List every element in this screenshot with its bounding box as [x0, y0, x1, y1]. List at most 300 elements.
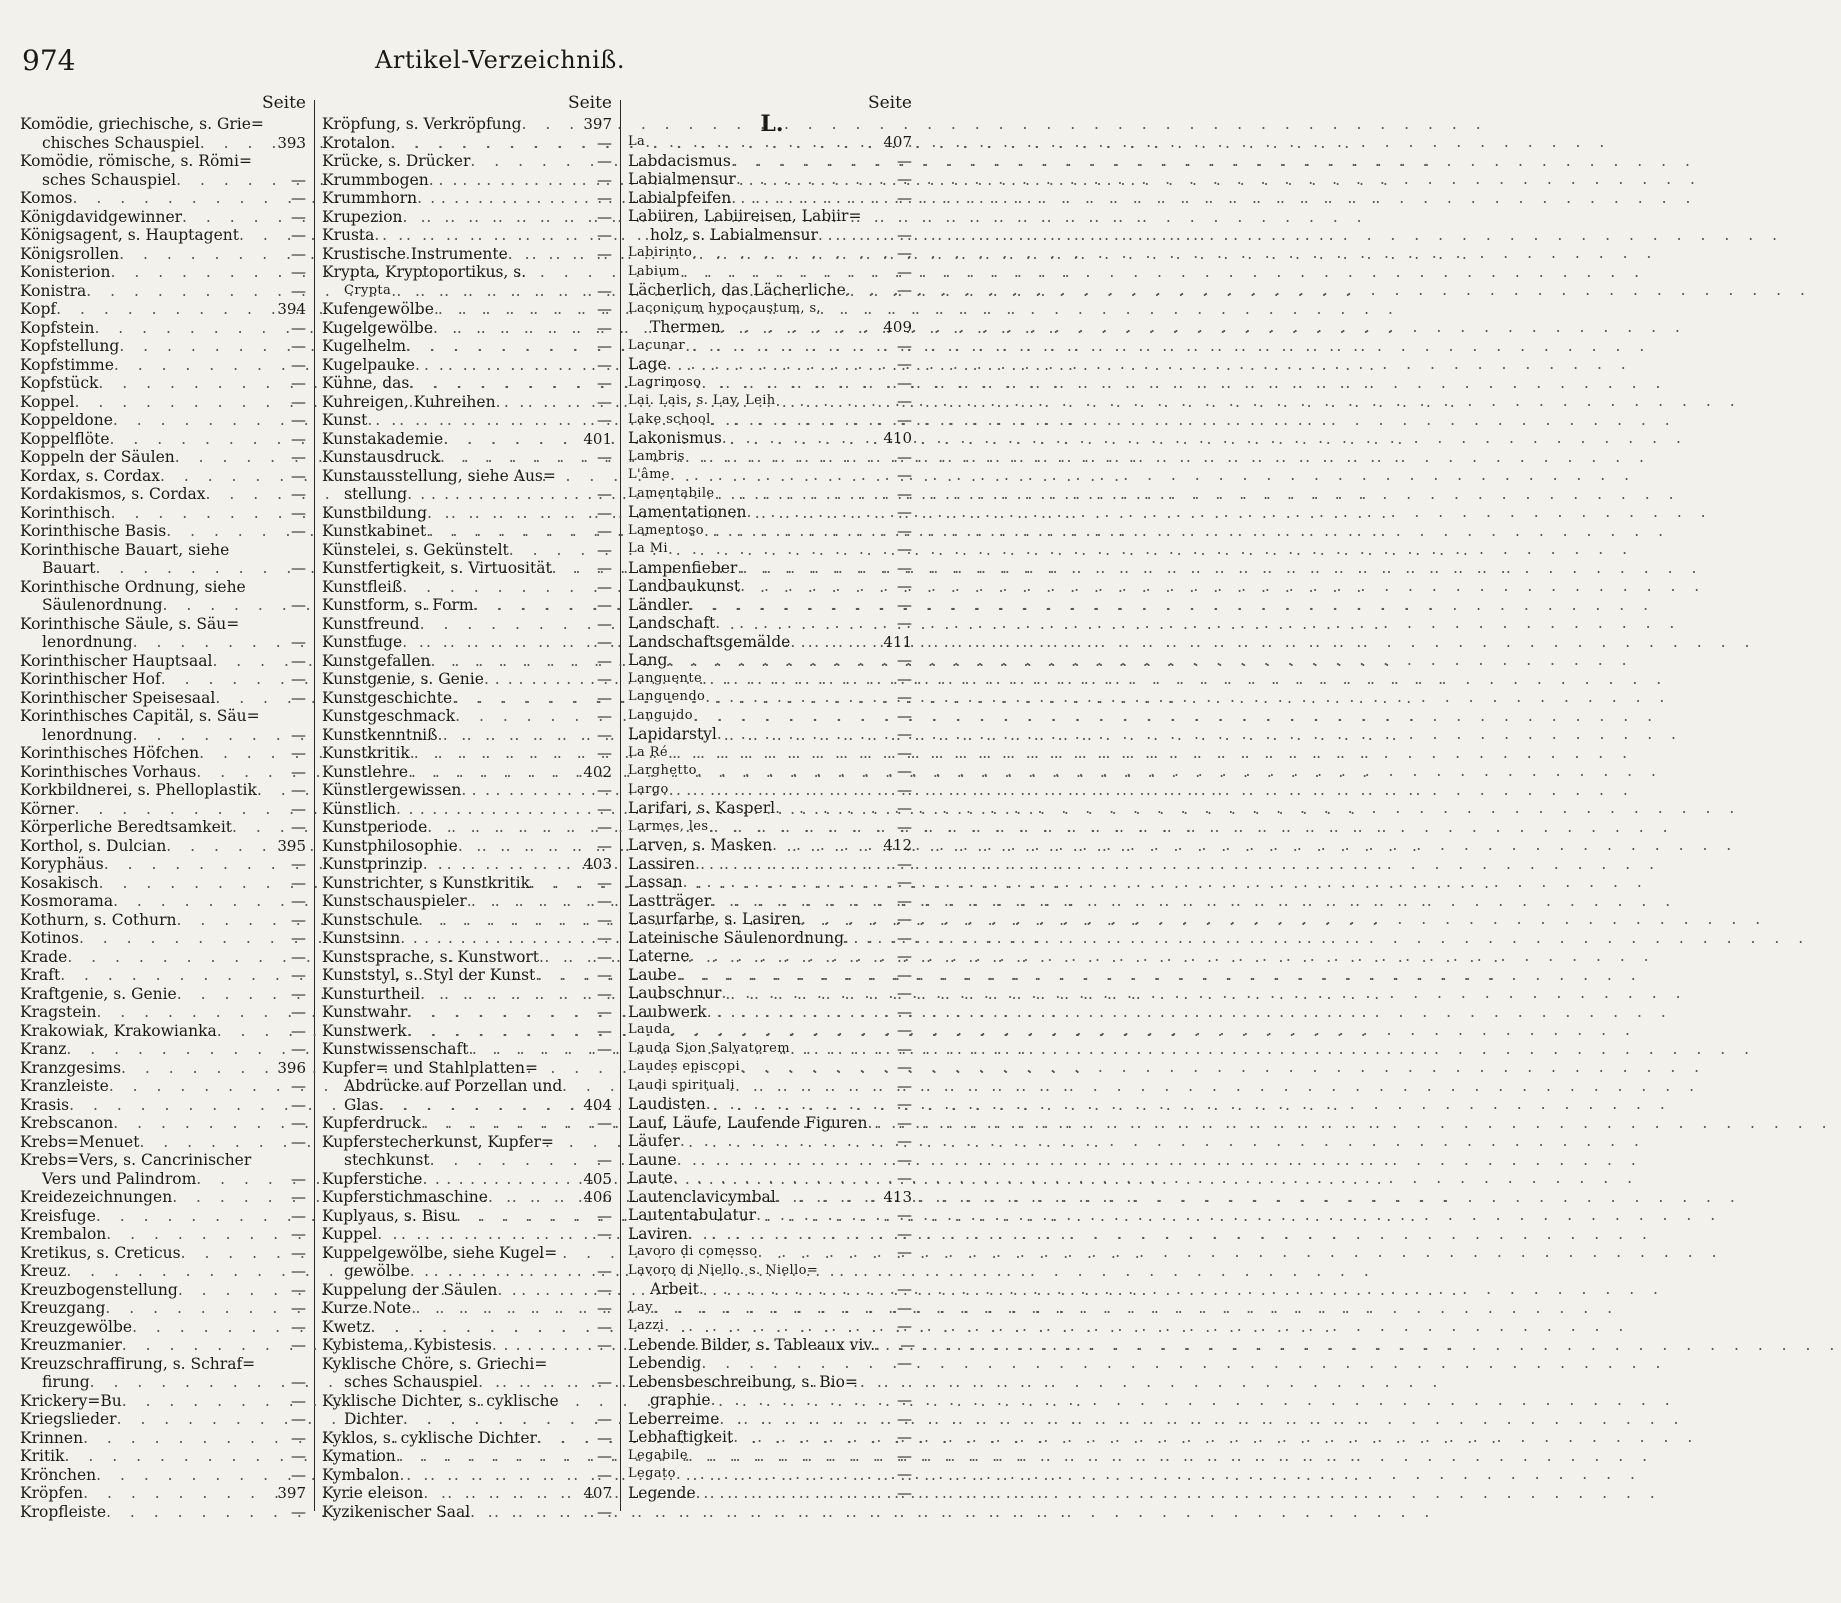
dot-leader	[377, 1225, 578, 1244]
entry-text: Larven, s. Masken	[628, 836, 773, 854]
entry-page: —	[291, 522, 306, 540]
entry-page: —	[597, 1502, 612, 1521]
index-entry	[322, 929, 616, 948]
entry-text: Kuppelung der Säulen	[322, 1280, 498, 1299]
dot-leader	[697, 762, 878, 781]
entry-page	[272, 707, 310, 726]
entry-text: Kunststyl, s. Styl der Kunst	[322, 966, 536, 984]
entry-text: Legabile	[628, 1447, 688, 1463]
dot-leader	[232, 818, 272, 837]
entry-page: —	[597, 448, 612, 466]
dot-leader	[458, 837, 578, 856]
entry-page: —	[897, 706, 912, 725]
dot-leader	[160, 467, 272, 486]
dot-leader	[409, 374, 578, 393]
dot-leader	[688, 1447, 878, 1466]
index-entry	[628, 1391, 916, 1410]
index-entry	[322, 319, 616, 338]
index-entry	[628, 1095, 916, 1114]
dot-leader	[737, 559, 878, 578]
entry-page: 397	[277, 1484, 306, 1502]
index-entry	[322, 689, 616, 708]
entry-text: Larghetto	[628, 763, 697, 778]
entry-page: —	[897, 392, 912, 410]
index-entry	[628, 651, 916, 670]
entry-text: Lai. Lais, s. Lay, Leih	[628, 393, 776, 408]
entry-text: Kyzikenischer Saal	[322, 1502, 471, 1521]
index-entry	[20, 1151, 310, 1170]
entry-text: Konisterion	[20, 263, 111, 281]
index-entry	[20, 578, 310, 597]
dot-leader	[109, 1077, 272, 1096]
dot-leader	[110, 430, 272, 449]
entry-text: Kupferstiche	[322, 1169, 423, 1188]
dot-leader	[415, 356, 578, 375]
entry-text: Krebscanon	[20, 1114, 114, 1132]
entry-page: —	[291, 1280, 306, 1299]
dot-leader	[721, 318, 878, 337]
entry-text: Lavoro di comesso	[628, 1244, 758, 1259]
index-entry	[20, 596, 310, 615]
index-entry	[322, 1151, 616, 1170]
dot-leader	[132, 1318, 272, 1337]
entry-text: Labialpfeifen	[628, 188, 732, 207]
entry-text: Lang	[628, 651, 668, 669]
dot-leader	[410, 744, 578, 763]
index-entry	[628, 1465, 916, 1484]
entry-text: Kyklische Dichter, s. cyklische	[322, 1391, 559, 1410]
entry-text: Kreisfuge	[20, 1206, 96, 1225]
entry-text: Kugelgewölbe	[322, 318, 434, 337]
entry-page	[578, 1077, 616, 1096]
dot-leader	[801, 910, 878, 929]
entry-text: Dichter	[344, 1410, 403, 1428]
dot-leader	[705, 688, 878, 707]
entry-page: —	[597, 725, 612, 744]
entry-page: —	[291, 855, 306, 873]
index-entry	[628, 947, 916, 966]
index-entry	[322, 1429, 616, 1448]
dot-leader	[94, 319, 272, 338]
entry-page: —	[897, 891, 912, 910]
entry-page: —	[897, 1409, 912, 1428]
entry-page: —	[897, 928, 912, 947]
entry-text: Lamentationen	[628, 503, 747, 521]
entry-page: —	[291, 892, 306, 910]
dot-leader	[696, 1484, 878, 1503]
entry-page: —	[897, 355, 912, 373]
dot-leader	[86, 282, 272, 301]
dot-leader	[722, 429, 878, 448]
entry-page: —	[597, 1299, 612, 1317]
entry-page: —	[897, 373, 912, 392]
dot-leader	[756, 1206, 878, 1225]
entry-page: —	[897, 965, 912, 984]
entry-page: —	[897, 1391, 912, 1409]
index-entry	[628, 1410, 916, 1429]
entry-page: —	[291, 1114, 306, 1132]
entry-text: Lage	[628, 355, 667, 373]
entry-page: —	[897, 1002, 912, 1021]
entry-page: 405	[583, 1169, 612, 1188]
dot-leader	[669, 781, 878, 800]
index-entry	[322, 1355, 616, 1374]
entry-page: —	[897, 854, 912, 873]
entry-page: —	[897, 1095, 912, 1113]
entry-page: —	[597, 670, 612, 688]
entry-page: —	[291, 448, 306, 466]
entry-page: 406	[583, 1188, 612, 1206]
entry-page: —	[291, 189, 306, 207]
entry-text: Kretikus, s. Creticus	[20, 1243, 181, 1262]
entry-page: 395	[277, 836, 306, 855]
entry-text: Kunstwahr	[322, 1003, 408, 1021]
index-entry	[322, 966, 616, 985]
entry-page	[272, 152, 310, 171]
dot-leader	[111, 504, 272, 523]
entry-page: —	[597, 226, 612, 244]
dot-leader	[196, 1170, 272, 1189]
index-entry	[20, 1040, 310, 1059]
dot-leader	[731, 189, 878, 208]
index-entry	[322, 578, 616, 597]
entry-text: Kwetz	[322, 1317, 371, 1336]
entry-page: —	[597, 947, 612, 966]
entry-text: Laterne	[628, 947, 690, 965]
index-entry	[20, 115, 310, 134]
entry-page: —	[897, 503, 912, 521]
dot-leader	[492, 1336, 578, 1355]
dot-leader	[176, 171, 272, 190]
entry-page: —	[291, 263, 306, 281]
entry-page: —	[897, 188, 912, 207]
dot-leader	[430, 1151, 578, 1170]
entry-page	[578, 467, 616, 486]
entry-text: Kugelpauke	[322, 355, 415, 374]
entry-page: —	[597, 152, 612, 170]
dot-leader	[740, 577, 878, 596]
index-entry	[628, 1188, 916, 1207]
column-heading: Seite	[567, 93, 612, 113]
entry-page: —	[897, 1354, 912, 1372]
dot-leader	[775, 799, 878, 818]
entry-page: —	[291, 818, 306, 836]
index-entry	[322, 134, 616, 153]
index-entry	[322, 263, 616, 282]
entry-text: Kraftgenie, s. Genie	[20, 984, 177, 1003]
dot-leader	[421, 1114, 578, 1133]
dot-leader	[740, 1058, 878, 1077]
entry-text: Kunstschule	[322, 910, 419, 929]
dot-leader	[452, 689, 578, 708]
entry-text: graphie	[650, 1391, 711, 1409]
index-entry	[20, 319, 310, 338]
entry-text: Kunstlehre	[322, 762, 409, 781]
entry-text: Labirinto	[628, 245, 693, 260]
entry-text: Labium	[628, 263, 680, 279]
entry-page: —	[597, 910, 612, 929]
entry-text: Komödie, römische, s. Römi=	[20, 152, 252, 170]
dot-leader	[96, 1003, 272, 1022]
entry-text: Kunstfleiß	[322, 577, 403, 596]
dot-leader	[431, 652, 578, 671]
entry-page	[878, 1262, 916, 1281]
entry-text: Königsrollen	[20, 244, 120, 263]
dot-leader	[113, 411, 272, 430]
index-entry	[628, 522, 916, 541]
entry-text: Kröpfen	[20, 1484, 84, 1502]
entry-page: —	[900, 1335, 916, 1354]
dot-leader	[429, 171, 578, 190]
index-entry	[628, 744, 916, 763]
entry-page: —	[597, 374, 612, 392]
dot-leader	[522, 115, 578, 134]
entry-text: Kosakisch	[20, 873, 99, 892]
entry-text: Kunstrichter, s Kunstkritik	[322, 873, 530, 892]
entry-text: Kunstkritik	[322, 744, 410, 762]
index-entry	[20, 1114, 310, 1133]
entry-page: —	[291, 596, 306, 614]
entry-text: holz, s. Labialmensur	[650, 225, 818, 244]
entry-text: Lautenclavicymbal	[628, 1187, 776, 1206]
entry-text: Koppeldone	[20, 411, 113, 429]
index-entry	[628, 226, 916, 245]
index-entry	[20, 763, 310, 782]
index-entry	[322, 356, 616, 375]
index-entry	[628, 337, 916, 356]
dot-leader	[402, 633, 578, 652]
entry-page: —	[597, 281, 612, 300]
index-entry	[628, 411, 916, 430]
index-entry	[322, 670, 616, 689]
entry-text: Kordax, s. Cordax	[20, 466, 160, 485]
dot-leader	[66, 1040, 272, 1059]
dot-leader	[110, 263, 272, 282]
entry-text: Thermen	[650, 318, 721, 336]
entry-page: 403	[583, 855, 612, 873]
dot-leader	[69, 1096, 272, 1115]
index-entry	[628, 873, 916, 892]
entry-page: —	[597, 522, 612, 540]
dot-leader	[133, 726, 272, 745]
entry-page: —	[291, 781, 306, 799]
index-entry	[322, 596, 616, 615]
index-entry	[322, 467, 616, 486]
entry-page: —	[597, 133, 612, 152]
entry-text: Leberreime	[628, 1409, 720, 1428]
entry-text: Krücke, s. Drücker	[322, 152, 471, 170]
index-entry	[322, 282, 616, 301]
dot-leader	[400, 929, 578, 948]
entry-text: Kunstprinzip	[322, 855, 423, 873]
entry-page	[878, 1373, 916, 1392]
index-entry	[322, 541, 616, 560]
entry-page: —	[597, 873, 612, 892]
index-entry	[20, 1022, 310, 1041]
entry-page: —	[291, 207, 306, 226]
entry-page: 409	[883, 318, 912, 336]
index-entry	[20, 892, 310, 911]
index-entry	[322, 448, 616, 467]
entry-page: —	[291, 1021, 306, 1040]
dot-leader	[757, 1243, 878, 1262]
entry-page: —	[291, 651, 306, 670]
entry-page: 393	[277, 133, 306, 152]
entry-page: —	[291, 633, 306, 651]
index-column-3	[628, 93, 916, 1502]
entry-page: —	[291, 374, 306, 392]
index-entry	[20, 1466, 310, 1485]
entry-page: —	[597, 189, 612, 207]
entry-page: —	[291, 688, 306, 707]
dot-leader	[667, 651, 878, 670]
dot-leader	[699, 1280, 878, 1299]
dot-leader	[552, 559, 578, 578]
page-header	[0, 44, 1000, 84]
entry-page	[878, 300, 916, 319]
dot-leader	[509, 541, 578, 560]
dot-leader	[121, 1059, 272, 1078]
entry-text: Kufengewölbe	[322, 300, 434, 318]
entry-page: 407	[883, 133, 912, 151]
entry-page: —	[291, 725, 306, 744]
entry-text: Lautentabulatur	[628, 1206, 757, 1224]
dot-leader	[427, 504, 578, 523]
entry-text: gewölbe	[344, 1262, 410, 1280]
index-entry	[628, 1077, 916, 1096]
entry-text: Kupferdruck	[322, 1114, 421, 1132]
entry-text: Kranzleiste	[20, 1077, 109, 1095]
index-entry	[20, 1133, 310, 1152]
entry-page: —	[897, 725, 912, 743]
index-column-2	[322, 93, 616, 1521]
index-entry	[322, 1170, 616, 1189]
entry-page: —	[291, 1317, 306, 1336]
index-entry	[20, 430, 310, 449]
entry-page: —	[291, 1410, 306, 1428]
dot-leader	[163, 596, 273, 615]
entry-page: —	[291, 929, 306, 947]
index-entry	[628, 355, 916, 374]
entry-page: —	[291, 873, 306, 892]
entry-text: Ländler	[628, 595, 689, 614]
entry-text: Krypta, Kryptoportikus, s.	[322, 263, 527, 281]
entry-text: sches Schauspiel	[42, 170, 177, 189]
entry-text: Koppelflöte	[20, 429, 110, 448]
entry-text: Korinthischer Hof	[20, 670, 161, 688]
entry-text: Kunstausstellung, siehe Aus=	[322, 466, 556, 485]
entry-page	[578, 1244, 616, 1263]
index-entry	[322, 1096, 616, 1115]
index-entry	[322, 1466, 616, 1485]
entry-page: —	[291, 1502, 306, 1521]
index-entry	[20, 1429, 310, 1448]
entry-page: —	[291, 244, 306, 263]
entry-page: —	[291, 485, 306, 503]
index-entry	[20, 966, 310, 985]
index-entry	[322, 208, 616, 227]
index-entry	[20, 263, 310, 282]
index-entry	[20, 689, 310, 708]
entry-text: lenordnung	[42, 633, 133, 651]
entry-text: Lamentabile	[628, 485, 715, 501]
entry-page: —	[291, 1262, 306, 1280]
entry-page: —	[597, 1225, 612, 1243]
entry-text: Kreuzbogenstellung	[20, 1280, 178, 1299]
dot-leader	[474, 596, 578, 615]
index-entry	[322, 374, 616, 393]
entry-text: Kreuzgewölbe	[20, 1317, 133, 1336]
entry-text: Kranz	[20, 1040, 67, 1058]
entry-text: Kurze Note	[322, 1299, 412, 1317]
dot-leader	[701, 374, 878, 393]
index-entry	[20, 448, 310, 467]
entry-page: —	[597, 300, 612, 318]
dot-leader	[535, 966, 578, 985]
entry-page: 401	[583, 429, 612, 448]
entry-page: —	[897, 1428, 912, 1446]
index-entry	[628, 818, 916, 837]
entry-text: Körperliche Beredtsamkeit	[20, 818, 233, 836]
entry-text: L'âme	[628, 467, 670, 482]
index-entry	[322, 1484, 616, 1503]
entry-page: —	[897, 262, 912, 281]
index-entry	[20, 541, 310, 560]
entry-text: Kreuzschraffirung, s. Schraf=	[20, 1354, 256, 1373]
index-entry	[20, 874, 310, 893]
entry-page	[878, 207, 916, 226]
dot-leader	[420, 615, 578, 634]
dot-leader	[717, 725, 878, 744]
entry-page: —	[597, 799, 612, 818]
entry-text: Kritik	[20, 1447, 65, 1465]
entry-text: Kopfstück	[20, 374, 99, 392]
entry-page: —	[897, 947, 912, 965]
entry-text: stechkunst	[344, 1151, 430, 1169]
entry-page: —	[897, 1483, 912, 1502]
entry-page: —	[597, 1114, 612, 1132]
dot-leader	[66, 1262, 272, 1281]
index-entry	[20, 245, 310, 264]
entry-page: —	[597, 818, 612, 836]
index-entry	[20, 1225, 310, 1244]
dot-leader	[403, 208, 578, 227]
dot-leader	[67, 948, 272, 967]
entry-page: —	[897, 651, 912, 669]
index-entry	[628, 670, 916, 689]
index-entry	[20, 818, 310, 837]
entry-page	[272, 578, 310, 597]
entry-text: Koppel	[20, 392, 75, 411]
index-entry	[20, 356, 310, 375]
entry-page: —	[597, 1151, 612, 1169]
index-entry	[322, 1059, 616, 1078]
index-entry	[628, 855, 916, 874]
entry-page: —	[897, 410, 912, 429]
index-entry	[20, 226, 310, 245]
index-entry	[20, 633, 310, 652]
entry-text: Lebensbeschreibung, s. Bio=	[628, 1372, 858, 1391]
entry-text: Crypta	[344, 282, 392, 298]
dot-leader	[166, 522, 272, 541]
dot-leader	[719, 1410, 878, 1429]
entry-page	[272, 1355, 310, 1374]
index-entry	[20, 152, 310, 171]
entry-page: —	[597, 1465, 612, 1484]
dot-leader	[420, 985, 578, 1004]
index-entry	[322, 300, 616, 319]
dot-leader	[96, 1207, 272, 1226]
